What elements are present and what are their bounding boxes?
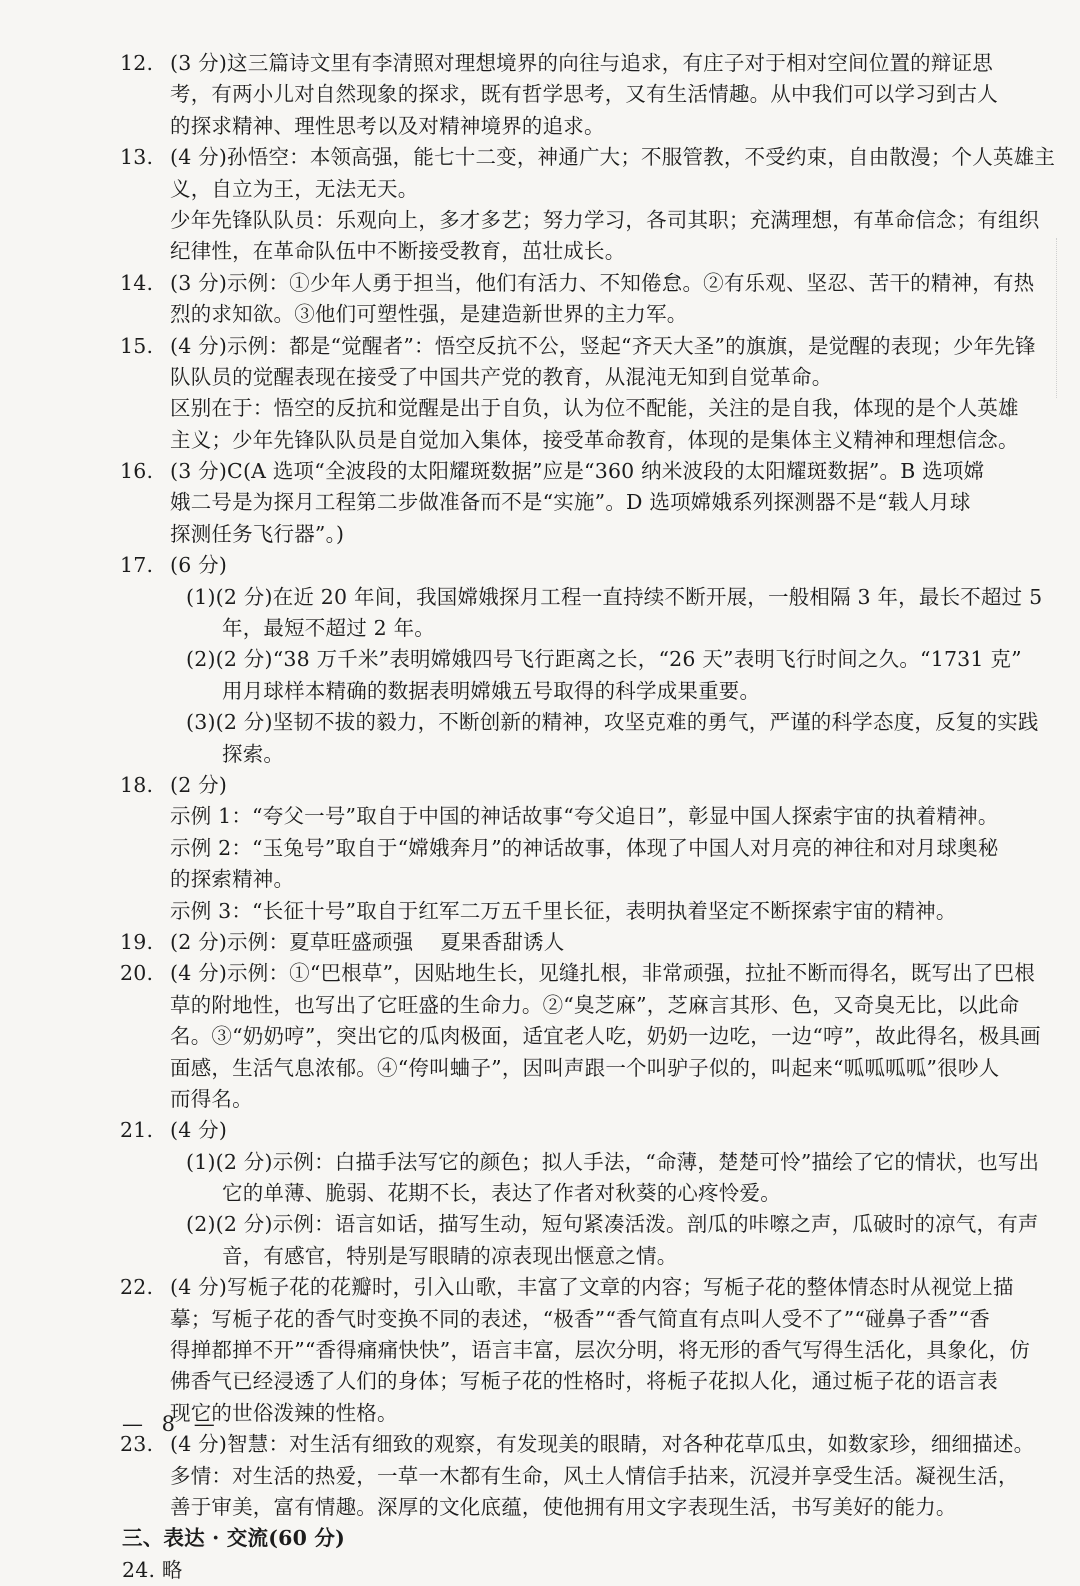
answer-21 <box>120 1115 1040 1272</box>
answer-line: 面感，生活气息浓郁。④“侉叫蛐子”，因叫声跟一个叫驴子似的，叫起来“呱呱呱呱”很吵人 <box>170 1055 1000 1080</box>
answer-line: 考，有两小儿对自然现象的探求，既有哲学思考，又有生活情趣。从中我们可以学习到古人 <box>170 82 998 107</box>
sub-answer-line: 探索。 <box>222 741 285 766</box>
answer-line: 而得名。 <box>170 1086 253 1111</box>
answer-content <box>120 48 1056 1586</box>
answer-line: 多情：对生活的热爱，一草一木都有生命，风土人情信手拈来，沉浸并享受生活。凝视生活， <box>170 1463 1019 1488</box>
answer-13 <box>120 142 1056 268</box>
answer-23 <box>120 1429 1035 1523</box>
answer-line: (3 分)示例：①少年人勇于担当，他们有活力、不知倦怠。②有乐观、坚忍、苦干的精神，有热 <box>170 270 1035 295</box>
answer-19 <box>122 927 1002 958</box>
sub-answer-line: 音，有感官，特别是写眼睛的凉表现出惬意之情。 <box>222 1243 678 1268</box>
answer-16 <box>122 456 1002 550</box>
question-number: 13. <box>120 145 154 170</box>
answer-14 <box>120 268 1035 331</box>
answer-line: 少年先锋队队员：乐观向上，多才多艺；努力学习，各司其职；充满理想，有革命信念；有组织 <box>170 207 1040 232</box>
answer-line: 得掸都掸不开”“香得痛痛快快”，语言丰富，层次分明，将无形的香气写得生活化，具象化，仿 <box>170 1338 1031 1363</box>
answer-line: 探测任务飞行器”。) <box>170 521 345 546</box>
answer-line: 佛香气已经浸透了人们的身体；写栀子花的性格时，将栀子花拟人化，通过栀子花的语言表 <box>170 1369 998 1394</box>
question-number: 22. <box>120 1275 154 1300</box>
sub-answer-line: (1)(2 分)示例：白描手法写它的颜色；拟人手法，“命薄，楚楚可怜”描绘了它的情状，也写出 <box>186 1149 1040 1174</box>
answer-line: 现它的世俗泼辣的性格。 <box>170 1400 398 1425</box>
answer-line: (2 分)示例：夏草旺盛顽强 夏果香甜诱人 <box>170 929 565 954</box>
sub-answer-line: 年，最短不超过 2 年。 <box>222 616 435 641</box>
answer-18 <box>122 770 1002 927</box>
question-number: 14. <box>120 270 154 295</box>
answer-line: 示例 3：“长征十号”取自于红军二万五千里长征，表明执着坚定不断探索宇宙的精神。 <box>170 898 957 923</box>
answer-score: (4 分) <box>170 1118 228 1143</box>
question-number: 23. <box>120 1432 154 1457</box>
answer-line: 的探求精神、理性思考以及对精神境界的追求。 <box>170 113 605 138</box>
answer-line: 队队员的觉醒表现在接受了中国共产党的教育，从混沌无知到自觉革命。 <box>170 364 833 389</box>
sub-answer-line: (2)(2 分)“38 万千米”表明嫦娥四号飞行距离之长，“26 天”表明飞行时间之久。“1731 克” <box>186 647 1022 672</box>
answer-line: 烈的求知欲。③他们可塑性强，是建造新世界的主力军。 <box>170 302 688 327</box>
answer-line: (4 分)孙悟空：本领高强，能七十二变，神通广大；不服管教，不受约束，自由散漫；个人英雄主 <box>170 145 1056 170</box>
question-number: 17. <box>120 553 154 578</box>
question-number: 12. <box>120 51 154 75</box>
section-heading: 三、表达 · 交流(60 分) <box>122 1526 345 1551</box>
answer-24: 24. 略 <box>122 1557 183 1582</box>
answer-line: (4 分)写栀子花的花瓣时，引入山歌，丰富了文章的内容；写栀子花的整体情态时从视觉上描 <box>170 1275 1014 1300</box>
answer-line: 草的附地性，也写出了它旺盛的生命力。②“臭芝麻”，芝麻言其形、色，又奇臭无比，以此命 <box>170 992 1020 1017</box>
sub-answer-line: (3)(2 分)坚韧不拔的毅力，不断创新的精神，攻坚克难的勇气，严谨的科学态度，反复的实践 <box>186 710 1039 735</box>
answer-score: (6 分) <box>170 553 228 578</box>
answer-line: 善于审美，富有情趣。深厚的文化底蕴，使他拥有用文字表现生活，书写美好的能力。 <box>170 1494 957 1519</box>
sub-answer-line: 它的单薄、脆弱、花期不长，表达了作者对秋葵的心疼怜爱。 <box>222 1181 781 1206</box>
answer-line: 区别在于：悟空的反抗和觉醒是出于自负，认为位不配能，关注的是自我，体现的是个人英雄 <box>170 396 1019 421</box>
answer-score: (2 分) <box>170 772 228 797</box>
answer-line: 摹；写栀子花的香气时变换不同的表述，“极香”“香气简直有点叫人受不了”“碰鼻子香”“香 <box>170 1306 990 1331</box>
answer-line: 娥二号是为探月工程第二步做准备而不是“实施”。D 选项嫦娥系列探测器不是“载人月球 <box>170 490 971 515</box>
answer-line: (3 分)C(A 选项“全波段的太阳耀斑数据”应是“360 纳米波段的太阳耀斑数据”。B 选项嫦 <box>170 459 985 484</box>
page-number: — 8 — <box>122 1412 221 1436</box>
answer-line: 的探索精神。 <box>170 867 295 892</box>
question-number: 15. <box>120 333 154 358</box>
answer-line: (4 分)示例：①“巴根草”，因贴地生长，见缝扎根，非常顽强，拉扯不断而得名，既写出了巴根 <box>170 961 1036 986</box>
answer-line: 示例 1：“夸父一号”取自于中国的神话故事“夸父追日”，彰显中国人探索宇宙的执着精神。 <box>170 804 999 829</box>
answer-line: 主义；少年先锋队队员是自觉加入集体，接受革命教育，体现的是集体主义精神和理想信念。 <box>170 427 1019 452</box>
answer-17 <box>120 550 1043 770</box>
question-number: 20. <box>120 961 154 986</box>
sub-answer-line: (2)(2 分)示例：语言如话，描写生动，短句紧凑活泼。剖瓜的咔嚓之声，瓜破时的凉气，有声 <box>186 1212 1039 1237</box>
question-number: 16. <box>120 459 154 484</box>
question-number: 21. <box>120 1118 154 1143</box>
answer-line: 纪律性，在革命队伍中不断接受教育，茁壮成长。 <box>170 239 626 264</box>
answer-20 <box>120 958 1041 1115</box>
answer-line: 义，自立为王，无法无天。 <box>170 176 419 201</box>
sub-answer-line: (1)(2 分)在近 20 年间，我国嫦娥探月工程一直持续不断开展，一般相隔 3 年，最长不超过 5 <box>186 584 1043 609</box>
question-number: 18. <box>120 772 154 797</box>
answer-line: 名。③“奶奶哼”，突出它的瓜肉极面，适宜老人吃，奶奶一边吃，一边“哼”，故此得名，极具画 <box>170 1024 1041 1049</box>
answer-12 <box>122 48 1002 142</box>
sub-answer-line: 用月球样本精确的数据表明嫦娥五号取得的科学成果重要。 <box>222 678 761 703</box>
question-number: 19. <box>120 929 154 954</box>
answer-line: (4 分)智慧：对生活有细致的观察，有发现美的眼睛，对各种花草瓜虫，如数家珍，细细描述。 <box>170 1432 1035 1457</box>
answer-line: 示例 2：“玉兔号”取自于“嫦娥奔月”的神话故事，体现了中国人对月亮的神往和对月球奥秘 <box>170 835 999 860</box>
answer-line: (4 分)示例：都是“觉醒者”：悟空反抗不公，竖起“齐天大圣”的旗旗，是觉醒的表现；少年先锋 <box>170 333 1036 358</box>
answer-line: (3 分)这三篇诗文里有李清照对理想境界的向往与追求，有庄子对于相对空间位置的辩证思 <box>170 51 993 75</box>
answer-22 <box>120 1272 1031 1429</box>
answer-15 <box>120 331 1036 457</box>
bleed-through-mark <box>1056 238 1058 398</box>
